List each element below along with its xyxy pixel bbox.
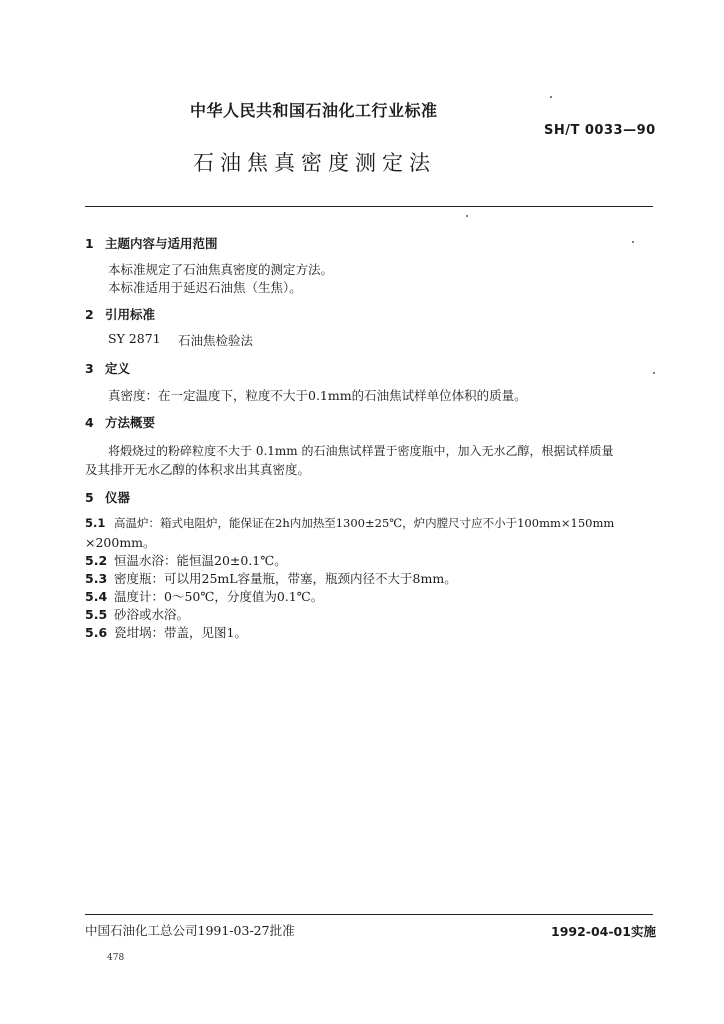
page-number: 478 <box>107 953 125 963</box>
issuing-organization: 中华人民共和国石油化工行业标准 <box>190 101 438 120</box>
header-divider <box>85 206 653 207</box>
section-4-title: 方法概要 <box>105 415 156 430</box>
section-2-heading <box>85 305 155 323</box>
section-1-line-1: 本标准规定了石油焦真密度的测定方法。 <box>108 262 334 277</box>
apparatus-item-5-4: 5.4 温度计：0～50℃，分度值为0.1℃。 <box>85 589 324 604</box>
apparatus-item-5-1: 5.1 高温炉：箱式电阻炉，能保证在2h内加热至1300±25℃，炉内膛尺寸应不小于100mm×150mm <box>85 516 615 530</box>
standard-code: SH/T 0033—90 <box>544 123 656 138</box>
footer-divider <box>85 914 653 915</box>
section-2-title: 引用标准 <box>105 307 156 322</box>
section-1-number: 1 <box>85 236 94 251</box>
implementation-date: 1992-04-01实施 <box>551 924 656 939</box>
section-4-heading <box>85 413 155 431</box>
section-3-number: 3 <box>85 361 94 376</box>
scan-speck <box>550 96 552 98</box>
apparatus-item-5-5: 5.5 砂浴或水浴。 <box>85 607 190 622</box>
section-5-number: 5 <box>85 490 94 505</box>
apparatus-item-5-3: 5.3 密度瓶：可以用25mL容量瓶，带塞，瓶颈内径不大于8mm。 <box>85 571 457 586</box>
section-3-heading <box>85 359 130 377</box>
scan-speck <box>632 241 634 243</box>
method-summary-line-1: 将煅烧过的粉碎粒度不大于 0.1mm 的石油焦试样置于密度瓶中，加入无水乙醇，根据试样质量 <box>108 444 614 458</box>
document-title: 石油焦真密度测定法 <box>193 151 436 175</box>
section-5-title: 仪器 <box>105 490 131 505</box>
apparatus-item-5-1-continuation: ×200mm。 <box>85 535 156 550</box>
scan-speck <box>466 215 468 217</box>
section-1-line-2: 本标准适用于延迟石油焦（生焦）。 <box>108 280 302 295</box>
reference-title: 石油焦检验法 <box>178 333 254 348</box>
section-4-number: 4 <box>85 415 94 430</box>
scan-speck <box>653 372 655 374</box>
method-summary-line-2: 及其排开无水乙醇的体积求出其真密度。 <box>85 462 311 477</box>
definition-text: 真密度：在一定温度下，粒度不大于0.1mm的石油焦试样单位体积的质量。 <box>108 388 527 403</box>
apparatus-item-5-2: 5.2 恒温水浴：能恒温20±0.1℃。 <box>85 553 287 568</box>
section-1-title: 主题内容与适用范围 <box>105 236 218 251</box>
section-5-heading <box>85 488 130 506</box>
section-3-title: 定义 <box>105 361 131 376</box>
section-1-heading <box>85 234 218 252</box>
apparatus-item-5-6: 5.6 瓷坩埚：带盖，见图1。 <box>85 625 247 640</box>
approval-date: 中国石油化工总公司1991-03-27批准 <box>85 923 295 938</box>
section-2-number: 2 <box>85 307 94 322</box>
reference-code: SY 2871 <box>108 331 161 346</box>
